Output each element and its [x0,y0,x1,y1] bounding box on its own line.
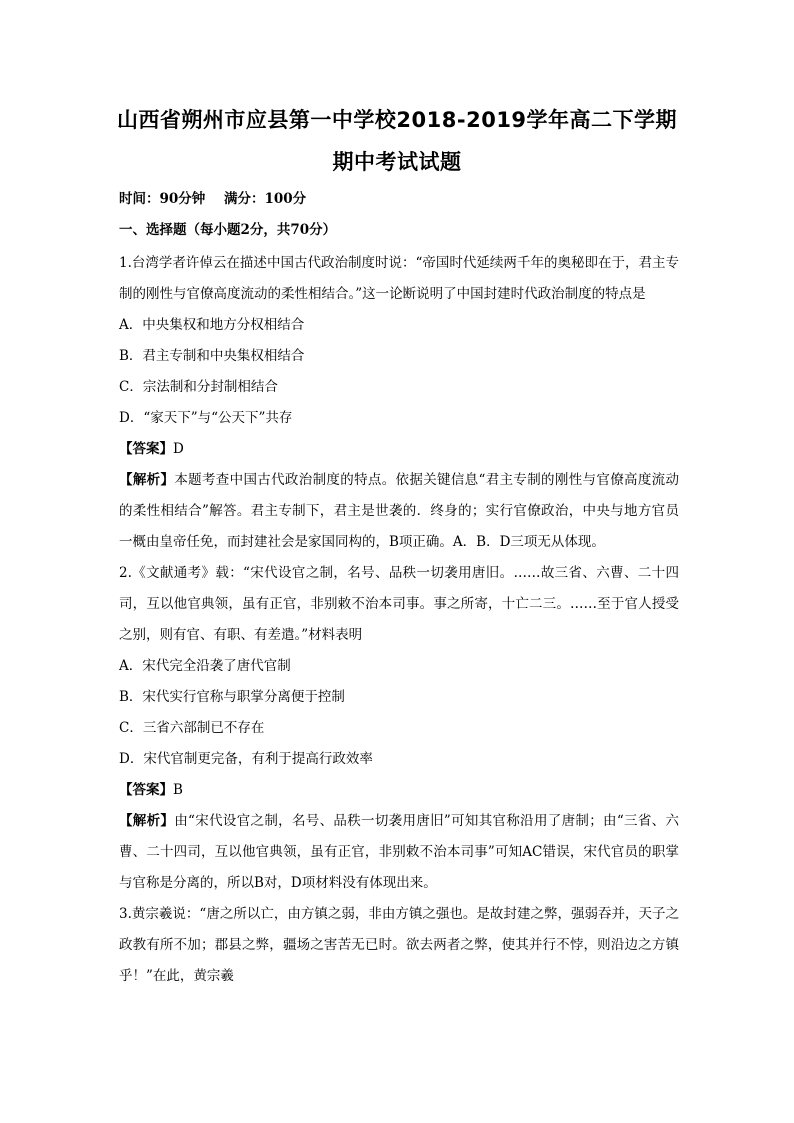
question-2-option-d: D．宋代官制更完备，有利于提高行政效率 [119,751,373,767]
analysis-text: 本题考查中国古代政治制度的特点。依据关键信息“君主专制的刚性与官僚高度流动的柔性相结合”解答。君主专制下，君主是世袭的．终身的；实行官僚政治，中央与地方官员一概由皇帝任免，而封建社会是家国同构的，B项正确。A．B．D三项无从体现。 [119,472,679,550]
question-1-option-b: B．君主专制和中央集权相结合 [119,348,305,364]
question-2-option-c: C．三省六部制已不存在 [119,720,265,736]
question-1-stem: 1.台湾学者许倬云在描述中国古代政治制度时说：“帝国时代延续两千年的奥秘即在于，君主专制的刚性与官僚高度流动的柔性相结合。”这一论断说明了中国封建时代政治制度的特点是 [119,255,679,302]
question-1-analysis [119,465,679,558]
exam-time: 时间：90分钟 [119,191,206,207]
question-2-answer [119,775,679,806]
analysis-text: 由“宋代设官之制，名号、品秩一切袭用唐旧”可知其官称沿用了唐制；由“三省、六曹、二十四司，互以他官典领，虽有正官，非别敕不治本司事”可知AC错误，宋代官员的职掌与官称是分离的，所以B对，D项材料没有体现出来。 [119,813,679,891]
question-2-stem: 2.《文献通考》载：“宋代设官之制，名号、品秩一切袭用唐旧。……故三省、六曹、二十四司，互以他官典领，虽有正官，非别敕不治本司事。事之所寄，十亡二三。……至于官人授受之别，则有官、有职、有差遣。”材料表明 [119,565,679,643]
analysis-label: 【解析】 [119,472,175,488]
exam-meta [119,187,320,207]
question-1-option-c: C．宗法制和分封制相结合 [119,379,278,395]
answer-value: D [173,441,184,457]
question-2-analysis [119,806,679,899]
answer-label: 【答案】 [119,441,173,457]
answer-value: B [173,782,183,798]
exam-score: 满分：100分 [224,191,307,207]
question-1-option-d: D．“家天下”与“公天下”共存 [119,410,293,426]
analysis-label: 【解析】 [119,813,175,829]
questions-body [119,248,679,992]
document-title-line1: 山西省朔州市应县第一中学校2018-2019学年高二下学期 [116,108,678,132]
question-2-option-b: B．宋代实行官称与职掌分离便于控制 [119,689,345,705]
answer-label: 【答案】 [119,782,173,798]
question-2-option-a: A．宋代完全沿袭了唐代官制 [119,658,291,674]
question-1-option-a: A．中央集权和地方分权相结合 [119,317,305,333]
question-1-answer [119,434,679,465]
section-heading: 一、选择题（每小题2分，共70分） [119,222,337,238]
question-3-stem: 3.黄宗羲说：“唐之所以亡，由方镇之弱，非由方镇之强也。是故封建之弊，强弱吞并，天子之政教有所不加；郡县之弊，疆场之害苦无已时。欲去两者之弊，使其并行不悖，则沿边之方镇乎！”在此，黄宗羲 [119,906,679,984]
document-title-line2: 期中考试试题 [332,150,462,174]
